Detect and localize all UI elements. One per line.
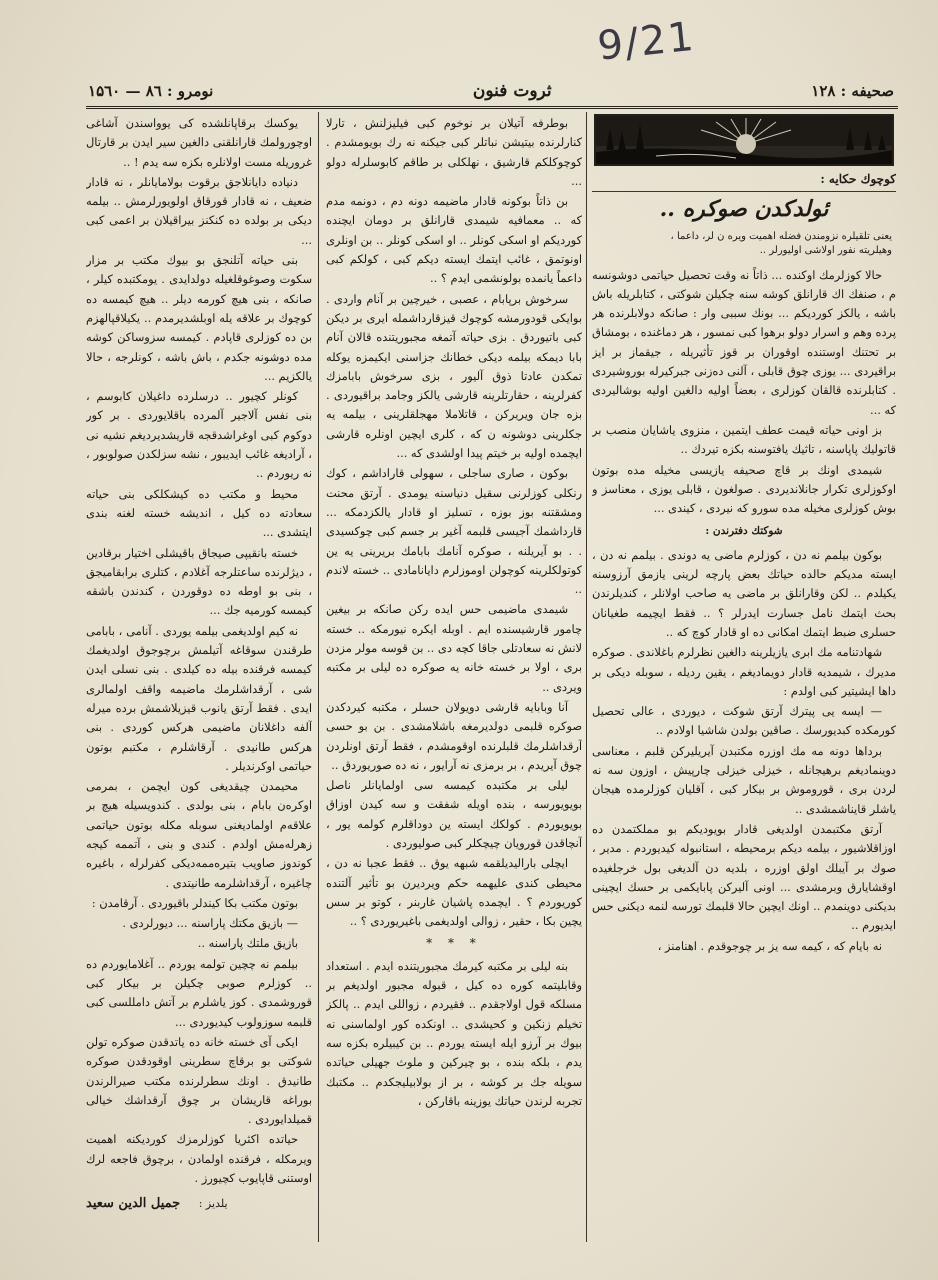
paragraph: بازیق ملتك پاراسنه .. [197, 936, 298, 951]
paragraph: نه بایام که ، کیمه سه یز بر چوجوقدم . اهنامنز ، [657, 938, 882, 953]
signoff-place: یلدیز : [198, 1197, 228, 1211]
paragraph: بوکون بیلمم نه دن ، کوزلرم ماضی یه دوندی . بیلمم نه دن ، ایسته مدیکم حالده حیاتك بعض پارچه لرینی یازمق آرزوسنه یکیلدم .. لکن وقارانلق بر ماضی یه صاحب اولانلر ، کندیلرندن بحث ایتمك نامل جسارت ایدرلر ؟ .. فقط ایچیمه طغیانان حسلری ضبط ایتمك امکانی ده او قادار کوچ که .. [592, 547, 896, 639]
magazine-title: ثروت فنون [472, 81, 552, 101]
paragraph: محیط و مکتب ده کیشکلکی بنی حیاته سعادته ده کیل ، اندیشه خسته لغنه بندی ایتشدی ... [86, 486, 312, 540]
paragraph: حیاتده اکثریا کوزلرمزك کوردیکنه اهمیت ویرمکله ، فرقنده اولمادن ، برچوق فاجعه لرك اوستنی قاپایوب کچیورز . [86, 1132, 312, 1186]
paragraph: بوکون ، صاری ساجلی ، سهولی قاراداشم ، کوك رنکلی کوزلرنی سقیل دنیاسنه یومدی . آرتق محنت ومشقتنه بوز بوزه ، تسلیز او قادار یالکزدمکه ... قارداشمك آجیسی قلبمه آغیر بر جسم کبی چوکسیدی . . بو آیریلنه ، صوکره آنامك بابامك بریرینی یه ین کوتولکلرینه کوچولن اوموزلرم دایانامادی .. خسته لاندم .. [326, 466, 582, 597]
author-name: جمیل الدین سعید [86, 1196, 181, 1212]
paragraph: — ایسه یی پیترك آرتق شوکت ، دیوردی ، عالی تحصیل کورمکده کبدیورسك . صاقین بولدن شاشیا اولادم .. [592, 704, 896, 738]
paragraph: خسته بانقیپی صیجاق باقیشلی اختیار برقادین ، دیژلرنده ساعتلرجه آغلادم ، کتلری برابقامیجق ، بنی بو اوطه ده دوقوردن ، کندندن باشقه کیمسه کورمیه جك ... [86, 545, 312, 618]
paragraph: یوکسك برقاپانلشده کی یوواسندن آشاغی اوچورولمك قارانلقنی دالغین سیر ایدن بر قارتال غروریله مست اولانلره بکزه سه یدم ! .. [86, 116, 312, 169]
section-separator: * * * [426, 936, 482, 951]
paragraph: ایکی آی خسته خانه ده یاتدقدن صوکره تولن شوکتی بو برقاچ سطرینی اوقودقدن صوکره طانیدق . اونك سطرلرنده مکتب صیرالرندن بوراغه قاریشان بر چوق آرقداشك خیالی قمیلدایوردی . [86, 1034, 312, 1127]
paragraph: بز اونی حیاته قیمت عطف ایتمین ، منزوی یاشایان منصب بر قاتولیك پاپاسنه ، تاثیك یافتوسنه بکزه تیردك .. [592, 422, 896, 457]
column-left [86, 114, 312, 1244]
page-header [88, 74, 894, 108]
epigraph: یعنی تلقیلره نزومندن فضله اهمیت ویره ن لر، داعما ، وهیلریته نفور اولاشی اولیورلر .. [670, 230, 892, 256]
author-signoff [86, 1194, 312, 1213]
paragraph: آرتق مکتبمدن اولدیغی قادار بویودیکم بو مملکتمدن ده اوزاقلاشیور ، بیلمه دیکم برمحیطه ، استانبوله کیدیوردم . مدیر ، صوك بر آیبلك اولق اوزره ، بلدیه دن آلدیغی بول خرجلغیده اوقشایارق وبرمشدی ... اونی آلیرکن پابایکمی بر حسك ایچینی بدیکنی دوینمدم .. اونك ایچین حالا قلبمك تورسه لنمه دیکنی حس ایدیورم .. [592, 821, 896, 933]
column-divider-right [586, 112, 587, 1242]
column-right [592, 114, 896, 1244]
paragraph: دنیاده دایانلاجق برقوت بولامایانلر ، نه قادار ضعیف ، نه قادار قورقاق اولویورلرمش .. بیلمه دیکی بر بولده ده کنکنز بیراقیلان بر اعمی کبی ... [86, 174, 312, 247]
paragraph: محیمدن چیقدیغی کون ایچمن ، بمرمی اوکرەن بابام ، بنی بولدی . کندویسیله هیچ بر علاقەم اولمادیغنی سوبله مکله بوتون حیاتمی زهرلەمش اولدم . کندی و بنی ، آتممه کیجه کوندوز صاویب بتیرەممەدیکی کفرلرله ، باغیره چاغیره ، آرقداشلرمه طانیتدی . [86, 779, 312, 890]
paragraph: بیلمم نه چچین تولمه یوردم .. آغلامایوردم ده .. کوزلرم صوبی چکیلن بر بیکار کبی قوروشمدی . کوز یاشلرم بر آتش دامللسی کبی قلبمه سوزولوب کیدیوردی ... [86, 956, 312, 1029]
landscape-illustration [596, 116, 892, 164]
handwritten-page-number: 9/21 [595, 13, 698, 70]
paragraph: شیمدی ماضیمی حس ایده رکن صانکه بر بیغین چامور قارشیسنده ایم . اوبله ایکره نیورمکه .. خسته لانش نه سعادتلی جاقا کچه دی .. بن قوسه مولر مزدن بری ، اولا بر خسته خانه یه صوکره ده لیلی بر مکتبه ویردی .. [326, 602, 582, 694]
paragraph: حالا کوزلرمك اوکنده ... ذاتاً نه وقت تحصیل حیاتمی دوشونسه م ، صنفك اك قارانلق کوشه سنه چکیلن شوکتی ، کتابلریله باش باشه ، یالکز کوردیکم ... بونك سببی وار : صانکه دولابلرنده هر پرده وهم و اسرار دولو برهوا کبی نمسور ، هر دماغنده ، بومشاق بر تحتنك اوستنده اوقوران بر قوز تأثیریله ، جیقماز بر ایز براقیردی ... یوزی چوق قابلی ، آلنی دەزنی جبرکیرله بوروشیردی . کتابلرنده قالقان کوزلری ، بعضاً اولیه دالغین اولیه بوشالیردی که ... [592, 267, 896, 417]
paragraph: بوتون مکتب بكا کیندلر باقیوردی . آرقامدن : [91, 895, 298, 910]
paragraph: سرخوش برپابام ، عصبی ، خیرچین بر آنام واردی . بوایکی قودورمشه کوچوك قیزقارداشمله ایری بر دیکن کبی باتیوردق . بزی حیاته آتمغه مجبوریتنده قالان آنام بابا دیمکه بیلمه دیکی خطانك جزاسنی ایکیمزه یوکله تمکدن عادتا ذوق آلیور ، بزی سرخوش بابامزك کفرلرینه ، حقارتلرینه قارشی یالکز وجامد براقیوردی . بزه جان ویریرکن ، قاتلاملا مهجلقلرینی ، بیلمه یه جکلرینی دوشونه ن که ، کلری ایچین اونلره قارشی ایچمده اولیه بر خیتم پیدا اولشدی که ... [326, 291, 582, 461]
paragraph: شهادتنامه مك ابری یازیلرینه دالغین نظرلرم باغلاندی . صوکره مدیرك ، شیمدیه قادار دویمادیغم ، یقین ردیله ، سوبله دیکی بر داها ایشیتیر کبی اولدم : [592, 645, 896, 698]
paragraph: بوطرفه آتیلان بر نوخوم کبی فیلیزلنش ، تارلا کنارلرنده بیتیشن نباتلر کبی جیکنه نه رك بویومشدم . کوچوکلکم قارشیق ، نهلکلی بر طاقم کابوسلرله دولو ... [326, 116, 582, 188]
issue-number: نومرو : ۸٦ — ۱۵٦۰ [88, 82, 214, 100]
diary-subhead: شوکتك دفترندن : [705, 525, 783, 538]
column-divider-left [318, 112, 319, 1242]
paragraph: برداها دونه مه مك اوزره مکتبدن آیریلیرکن قلبم ، معناسی دوینمادیغم برهیجانله ، خیزلی خیزلی چارپیش ، اوزون سه نه لردن بری ، قوروموش بر بیکار کبی ، آقلیان کوزلرمده هیجان یاشلر قایناشمشدی .. [592, 743, 896, 816]
paragraph: — بازیق مکتك پاراسنه ... دیورلردی . [122, 916, 298, 931]
story-title: ئولدکدن صوکره .. [659, 196, 829, 223]
paragraph: بنه لیلی بر مکتبه کیرمك مجبوریتنده ایدم . استعداد وقابلیتمه کوره ده کیل ، قبوله مجبور اولدیغم بر مسلکه قول اولاجقدم .. فقیردم ، زواللی ایدم .. پالکز تخیلم زنکین و کحیشدی .. اونکده کور اولماسنی نه بیوك بر آرزو ایله ایسته یوردم .. بن کیبیلره بکزه سه یدم ، بلکه بنده ، بو چیرکین و ملوث جهیلی حیاتده سویله جك بر کوشه ، بر از بولابیلیجکدم .. مکتبك تجربه لرندن حیاتك یوزینه باقارکن ، [326, 958, 582, 1108]
page-number-label: صحیفه : ۱۲۸ [811, 82, 894, 100]
paragraph: بنی حیاته آتلنجق بو بیوك مکتب بر مزار سکوت وصوغوقلغیله دولدایدی . یومکتبده کیلر ، صانکه ، بنی هیچ کورمه دیلر .. هیچ کیمسه ده کوچوك بر علاقه یله اوبلشدیرمدم .. یکیلاقپالهزم بن ده کوزلری قاپادم . کیمسه سزوساکن کوشه مده دوشونه جکدم ، باش باشه ، کونلرجه ، حالا یالکزیم ... [86, 253, 312, 383]
paragraph: کونلر کچیور .. درسلرده داغیلان کابوسم ، بنی نفس آلاجیر آلمرده باقلایوردی . بر کور دوکوم کبی اوغراشدقجه قاریشدیردیغم نشیه نی ، آرادیغه غائب ایدیبور ، نشه سزلکدن صولوبور ، نه ریوردم .. [86, 389, 312, 481]
paragraph: ایچلی بارالیدیلقمه شبهه یوق .. فقط عجبا نه دن ، محیطی کندی علیهمه حکم ویردیرن بو تأثیر آلتنده کوریوردم ؟ . ایچمده پاشیان غاربنر ، کوتو بر سس یچین بکا ، حقیر ، زوالی اولدیغمی باغیریوردی ؟ .. [326, 856, 582, 929]
paragraph: نه کیم اولدیغمی بیلمه یوردی . آنامی ، بابامی طرقندن سوقاغه آتیلمش برچوجوق اولدیغمك کیمسه فرقنده بیله ده کیلدی . بنی نسلی ایدن شی ، آرقداشلرمك ماضیمه واقف اولمالری ایدی . فقط آرتق یانوب قیزیلاشمش برده میرله آلفه داغلانان ماضیمی هرکس کوردی . بنی هرکس طانیدی . آرقاشلرم ، مکتبم بوتون حیاتمی اوکرندیلر . [86, 623, 312, 773]
column-middle [326, 114, 582, 1244]
section-label: کوچوك حکایه : [592, 170, 896, 192]
paragraph: شیمدی اونك بر قاچ صحیفه یازیسی مخیله مده بوتون اوکوزلری تکرار جانلاندیردی . صولغون ، قابلی یوزی ، معناسز و بوش کوزلری مخیله مده سورو که نیردی ، کیندی ... [592, 462, 896, 516]
paragraph: بن ذاتاً بوکونه قادار ماضیمه دونه دم ، دونمه مدم که .. معمافیه شیمدی قارانلق بر دومان ایچنده کوردیکم او اسکی کونلر .. او اسکی کونلر .. بن اونلری اونوتمق ، غائب ایتمك ایسته دیکم کبی ، کولکم کبی داعماً یانمده بولونشمی ایدم ؟ .. [326, 194, 582, 286]
decorative-banner [594, 114, 894, 166]
paragraph: آنا وبابایه قارشی دویولان حسلر ، مکتبه کیردکدن صوکره قلبمی دولدیرمغه باشلامشدی . بن بو حسی آرقداشلرمك قلبلرنده اوقومشدم ، فقط آرتق اونلردن چوق آیریدم ، بر برمزی نه آرایور ، نه ده صوریوردق .. [326, 699, 582, 772]
paragraph: لیلی بر مکتبده کیمسه سی اولمایانلر ناصل بویویورسه ، بنده اویله شفقت و سه کیدن اوزاق بویویوردم . کولکك ایسته ین دوداقلرم کولمه یور ، آنچاقدن قورویان چیچکلر کبی صولیوردی . [326, 778, 582, 850]
header-rule [86, 106, 898, 109]
